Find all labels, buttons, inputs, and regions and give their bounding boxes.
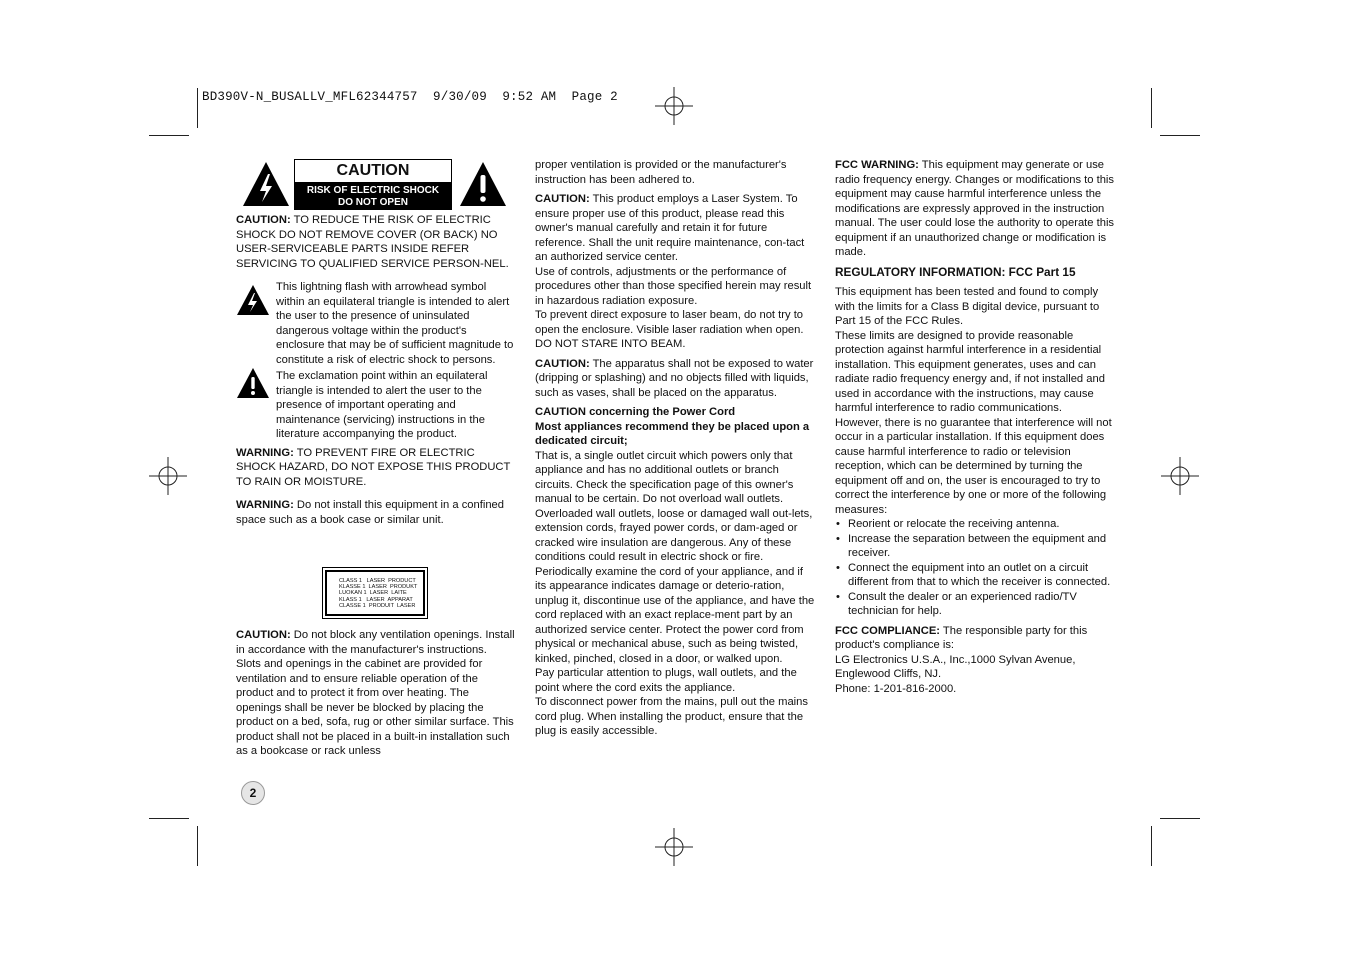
list-item: • Increase the separation between the equipment and receiver.: [835, 532, 1117, 561]
water-caution-paragraph: [535, 357, 817, 401]
address-line-2: Englewood Cliffs, NJ.: [835, 668, 942, 680]
print-slug: BD390V-N_BUSALLV_MFL62344757 9/30/09 9:52 AM Page 2: [202, 90, 618, 104]
caution-subtitle: [295, 183, 451, 209]
list-item: • Consult the dealer or an experienced radio/TV technician for help.: [835, 590, 1117, 619]
list-item: • Reorient or relocate the receiving antenna.: [835, 517, 1117, 532]
crop-mark: [1151, 826, 1152, 866]
crop-mark: [149, 818, 189, 819]
address-line-1: LG Electronics U.S.A., Inc.,1000 Sylvan Avenue,: [835, 653, 1076, 666]
regulatory-paragraph-3: However, there is no guarantee that interference will not occur in a particular installation. If this equipment does cause harmful interference to radio or television reception, which can be determined by turning the equipment off and on, the user is encouraged to try to correct the interference by one or more of the following measures:: [835, 416, 1112, 516]
column-1-lower: [236, 628, 516, 759]
caution-paragraph: [236, 213, 516, 271]
caution-label-box: [294, 159, 452, 210]
fcc-compliance-label: FCC COMPLIANCE:: [835, 624, 941, 637]
power-cord-heading: CAUTION concerning the Power Cord: [535, 406, 736, 418]
exclamation-triangle-icon: [236, 367, 270, 401]
crop-mark: [197, 826, 198, 866]
warning-paragraph-2: [236, 498, 516, 527]
caution-label: CAUTION:: [535, 357, 590, 370]
caution-title: CAUTION: [295, 160, 451, 183]
list-item: • Connect the equipment into an outlet on a circuit different from that to which the receiver is connected.: [835, 561, 1117, 590]
registration-mark-icon: [655, 828, 693, 866]
registration-mark-icon: [149, 457, 187, 495]
caution-text: The apparatus shall not be exposed to water (dripping or splashing) and no objects filled with liquids, such as vases, shall be placed on the apparatus.: [535, 357, 814, 399]
controls-paragraph: Use of controls, adjustments or the performance of procedures other than those specified herein may result in hazardous radiation exposure.: [535, 265, 812, 307]
caution-text: TO REDUCE THE RISK OF ELECTRIC SHOCK DO NOT REMOVE COVER (OR BACK) NO USER-SERVICEABLE PARTS INSIDE REFER SERVICING TO QUALIFIED SERVICE PERSON-NEL.: [236, 214, 509, 270]
crop-mark: [1160, 818, 1200, 819]
caution-label: CAUTION:: [236, 214, 291, 226]
warning-paragraph-1: [236, 446, 516, 490]
phone-number: Phone: 1-201-816-2000.: [835, 682, 957, 695]
lightning-note: [236, 280, 516, 367]
exclamation-note: [236, 369, 516, 442]
caution-text: Do not block any ventilation openings. Install in accordance with the manufacturer's instructions.: [236, 629, 515, 656]
caution-subtitle-line1: RISK OF ELECTRIC SHOCK: [306, 185, 440, 196]
regulatory-paragraph-1: This equipment has been tested and found to comply with the limits for a Class B digital device, pursuant to Part 15 of the FCC Rules.: [835, 286, 1100, 327]
caution-ventilation-paragraph: [236, 628, 516, 657]
lightning-note-text: This lightning flash with arrowhead symbol within an equilateral triangle is intended to alert the user to the presence of uninsulated dangerous voltage within the product's enclosure that may be of sufficient magnitude to constitute a risk of electric shock to persons.: [276, 281, 514, 366]
lightning-triangle-icon: [236, 284, 270, 318]
caution-label: CAUTION:: [535, 193, 590, 205]
warning-text: TO PREVENT FIRE OR ELECTRIC SHOCK HAZARD, DO NOT EXPOSE THIS PRODUCT TO RAIN OR MOISTURE.: [236, 446, 511, 488]
power-cord-paragraph: That is, a single outlet circuit which powers only that appliance and has no additional outlets or branch circuits. Check the specification page of this owner's manual to be certain. Do not overload wall outlets. Overloaded wall outlets, loose or damaged wall out-lets, extension cords, frayed power cords, or dam-aged or cracked wire insulation are dangerous. Any of these conditions could result in electric shock or fire. Periodically examine the cord of your appliance, and if its appearance indicates damage or deterio-ration, unplug it, discontinue use of the appliance, and have the cord replaced with an exact replace-ment part by an authorized service center. Protect the power cord from physical or mechanical abuse, such as being twisted, kinked, pinched, closed in a door, or walked upon.: [535, 449, 815, 665]
laser-class-label-text: CLASS 1 LASER PRODUCT KLASSE 1 LASER PRODUKT LUOKAN 1 LASER LAITE KLASS 1 LASER APPARAT CLASSE 1 PRODUIT LASER: [325, 570, 425, 616]
column-2: [535, 158, 817, 739]
caution-text: This product employs a Laser System. To ensure proper use of this product, please read this owner's manual carefully and retain it for future reference. Shall the unit require maintenance, con-tact an authorized service center.: [535, 193, 805, 263]
ventilation-continued: proper ventilation is provided or the manufacturer's instruction has been adhered to.: [535, 159, 787, 186]
column-1: [236, 213, 516, 527]
fcc-warning-paragraph: [835, 158, 1117, 260]
page-number: 2: [241, 781, 265, 805]
registration-mark-icon: [1161, 457, 1199, 495]
crop-mark: [149, 135, 189, 136]
regulatory-heading: REGULATORY INFORMATION: FCC Part 15: [835, 264, 1076, 279]
interference-measures-list: [835, 517, 1117, 619]
column-3: [835, 158, 1117, 696]
warning-label: WARNING:: [236, 499, 294, 511]
slots-paragraph: Slots and openings in the cabinet are provided for ventilation and to ensure reliable operation of the product and to protect it from over heating. The openings shall be never be blocked by placing the product on a bed, sofa, rug or other similar surface. This product shall not be placed in a built-in installation such as a bookcase or rack unless: [236, 658, 514, 757]
crop-mark: [1151, 88, 1152, 128]
fcc-compliance-text: The responsible party for this product's compliance is:: [835, 624, 1088, 651]
disconnect-paragraph: To disconnect power from the mains, pull out the mains cord plug. When installing the product, ensure that the plug is easily accessible.: [535, 696, 808, 737]
power-cord-subheading: Most appliances recommend they be placed upon a dedicated circuit;: [535, 420, 810, 447]
lightning-warning-icon: [241, 160, 291, 208]
crop-mark: [197, 88, 198, 128]
exclamation-note-text: The exclamation point within an equilateral triangle is intended to alert the user to the presence of important operating and maintenance (servicing) instructions in the literature accompanying the product.: [276, 370, 488, 440]
laser-class-label: [322, 567, 428, 619]
fcc-warning-text: This equipment may generate or use radio frequency energy. Changes or modifications to this equipment may cause harmful interference unless the modifications are expressly approved in the instruction manual. The user could lose the authority to operate this equipment if an unauthorized change or modification is made.: [835, 159, 1115, 258]
exclamation-warning-icon: [458, 160, 508, 208]
laser-caution-paragraph: [535, 192, 817, 265]
regulatory-paragraph-2: These limits are designed to provide reasonable protection against harmful interference in a residential installation. This equipment generates, uses and can radiate radio frequency energy and, if not installed and used in accordance with the instructions, may cause harmful interference to radio communications.: [835, 329, 1105, 414]
warning-label: WARNING:: [236, 446, 294, 459]
caution-subtitle-line2: DO NOT OPEN: [337, 196, 408, 208]
fcc-warning-label: FCC WARNING:: [835, 159, 919, 171]
warning-text: Do not install this equipment in a confined space such as a book case or similar unit.: [236, 499, 504, 526]
plugs-paragraph: Pay particular attention to plugs, wall outlets, and the point where the cord exits the appliance.: [535, 667, 797, 694]
fcc-compliance-paragraph: [835, 624, 1117, 653]
crop-mark: [1160, 135, 1200, 136]
registration-mark-icon: [655, 87, 693, 125]
laser-beam-paragraph: To prevent direct exposure to laser beam, do not try to open the enclosure. Visible laser radiation when open. DO NOT STARE INTO BEAM.: [535, 309, 804, 350]
caution-label: CAUTION:: [236, 629, 291, 641]
